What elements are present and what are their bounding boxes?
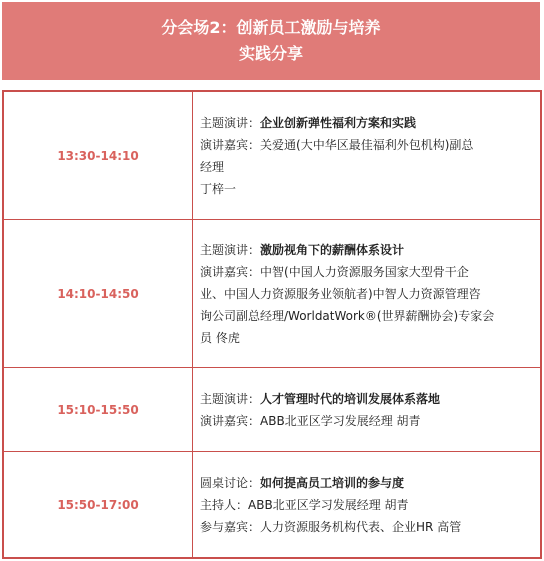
table-row <box>4 368 541 452</box>
session-time: 15:10-15:50 <box>4 368 193 452</box>
speaker-label: 演讲嘉宾： <box>200 413 261 428</box>
speaker-name: 员 佟虎 <box>200 330 240 345</box>
speaker-line-cont: 业、中国人力资源服务业领航者)中智人力资源管理咨 <box>200 286 481 301</box>
topic-label: 主题演讲： <box>200 391 261 406</box>
table-row <box>4 220 541 368</box>
topic-label: 主题演讲： <box>200 242 261 257</box>
speaker-line <box>200 134 534 156</box>
topic-label: 主题演讲： <box>200 115 261 130</box>
session-time: 15:50-17:00 <box>4 452 193 558</box>
speaker-label: 演讲嘉宾： <box>200 264 261 279</box>
host-line <box>200 494 534 516</box>
topic-line <box>200 239 534 261</box>
session-time: 14:10-14:50 <box>4 220 193 368</box>
topic-title: 激励视角下的薪酬体系设计 <box>260 242 405 257</box>
topic-label: 圆桌讨论： <box>200 475 261 490</box>
session-details <box>193 452 541 558</box>
guests-text: 人力资源服务机构代表、企业HR 高管 <box>260 519 462 534</box>
speaker-line-cont: 询公司副总经理/WorldatWork®(世界薪酬协会)专家会 <box>200 308 495 323</box>
header-subtitle: 实践分享 <box>238 44 303 63</box>
speaker-line <box>200 261 534 283</box>
speaker-text: ABB北亚区学习发展经理 胡青 <box>260 413 421 428</box>
host-label: 主持人： <box>200 497 249 512</box>
topic-line <box>200 388 534 410</box>
speaker-label: 演讲嘉宾： <box>200 137 261 152</box>
speaker-text: 关爱通(大中华区最佳福利外包机构)副总 <box>260 137 474 152</box>
speaker-name: 丁梓一 <box>200 181 237 196</box>
host-text: ABB北亚区学习发展经理 胡青 <box>248 497 409 512</box>
guests-label: 参与嘉宾： <box>200 519 261 534</box>
header-title: 分会场2：创新员工激励与培养 <box>161 18 381 37</box>
schedule-table <box>2 90 542 559</box>
header-banner <box>2 2 540 80</box>
speaker-line <box>200 410 534 432</box>
session-time: 13:30-14:10 <box>4 92 193 220</box>
topic-title: 人才管理时代的培训发展体系落地 <box>260 391 441 406</box>
guests-line <box>200 516 534 538</box>
topic-title: 企业创新弹性福利方案和实践 <box>260 115 417 130</box>
session-details <box>193 220 541 368</box>
speaker-text: 中智(中国人力资源服务国家大型骨干企 <box>260 264 469 279</box>
session-details <box>193 92 541 220</box>
speaker-line-cont: 经理 <box>200 159 225 174</box>
topic-title: 如何提高员工培训的参与度 <box>260 475 405 490</box>
topic-line <box>200 112 534 134</box>
table-row <box>4 452 541 558</box>
session-details <box>193 368 541 452</box>
topic-line <box>200 472 534 494</box>
table-row <box>4 92 541 220</box>
